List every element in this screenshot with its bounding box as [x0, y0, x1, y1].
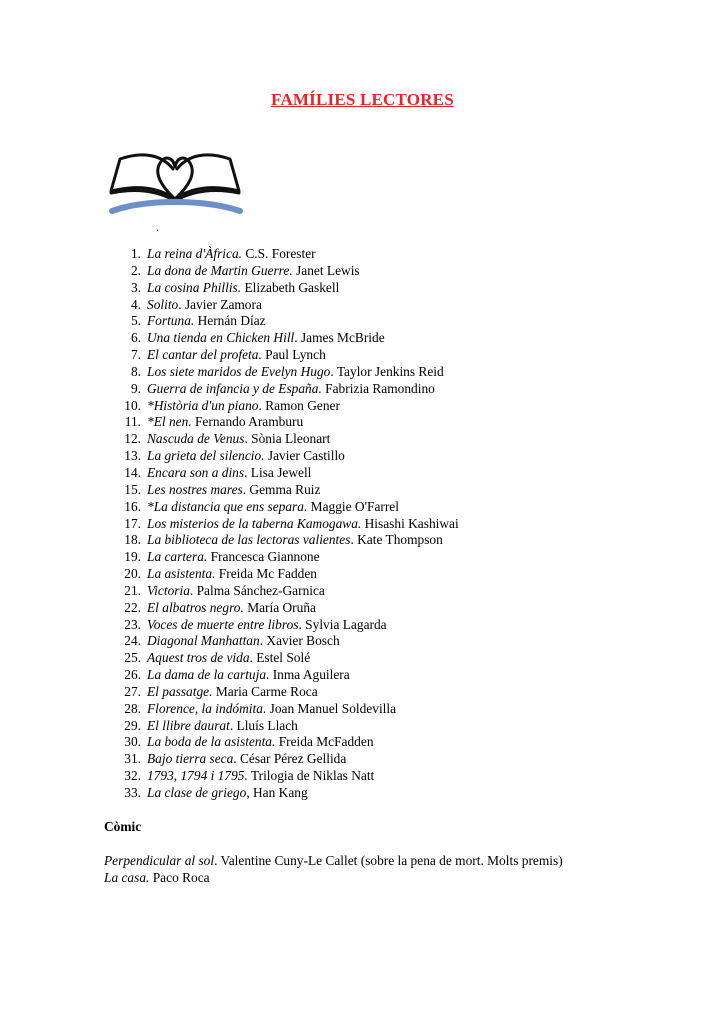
- item-number: 28.: [124, 700, 141, 716]
- book-title: *Història d'un piano: [147, 397, 259, 413]
- book-author: Hisashi Kashiwai: [361, 515, 459, 531]
- comic-item: [104, 869, 563, 886]
- list-item: [0, 718, 459, 735]
- book-author: Elizabeth Gaskell: [241, 279, 340, 295]
- comic-item: [104, 852, 563, 869]
- item-number: 21.: [124, 582, 141, 598]
- book-author: . Taylor Jenkins Reid: [330, 363, 444, 379]
- book-title: La grieta del silencio.: [147, 448, 265, 464]
- book-list: [0, 246, 459, 802]
- book-title: *El nen.: [147, 414, 192, 430]
- item-number: 1.: [130, 246, 141, 261]
- book-author: Fabrizia Ramondino: [321, 380, 435, 396]
- book-title: Bajo tierra seca: [147, 751, 234, 767]
- book-author: . Ramon Gener: [258, 397, 340, 413]
- book-title: Los misterios de la taberna Kamogawa.: [147, 515, 362, 531]
- list-item: [0, 313, 459, 330]
- book-author: . Lisa Jewell: [244, 464, 312, 480]
- item-number: 33.: [124, 785, 141, 800]
- book-author: . Lluís Llach: [229, 717, 298, 733]
- list-item: [0, 465, 459, 482]
- book-author: . Sylvia Lagarda: [298, 616, 387, 632]
- item-number: 16.: [124, 498, 141, 514]
- list-item: [0, 398, 459, 415]
- book-author: Francesca Giannone: [207, 549, 320, 565]
- book-title: Florence, la indómita: [147, 700, 263, 716]
- list-item: [0, 633, 459, 650]
- book-title: La cosina Phillis.: [147, 279, 242, 295]
- comic-title: La casa.: [104, 870, 150, 885]
- book-title: Aquest tros de vida: [147, 650, 250, 666]
- book-author: . Joan Manuel Soldevilla: [262, 700, 397, 716]
- book-author: . Gemma Ruiz: [242, 481, 321, 497]
- comic-author: . Valentine Cuny-Le Callet (sobre la pena de mort. Molts premis): [214, 853, 563, 868]
- list-item: [0, 532, 459, 549]
- item-number: 23.: [124, 616, 141, 632]
- list-item: [0, 482, 459, 499]
- book-author: Javier Castillo: [264, 448, 345, 464]
- book-title: Solito: [147, 296, 179, 312]
- book-title: Los siete maridos de Evelyn Hugo: [147, 363, 331, 379]
- book-author: Janet Lewis: [292, 262, 360, 278]
- item-number: 26.: [124, 667, 141, 683]
- book-author: Maggie O'Farrel: [307, 498, 399, 514]
- book-title: La biblioteca de las lectoras valientes: [147, 532, 351, 548]
- item-number: 2.: [130, 262, 141, 278]
- list-item: [0, 499, 459, 516]
- item-number: 31.: [124, 751, 141, 767]
- book-title: La dama de la cartuja: [147, 667, 267, 683]
- list-item: [0, 684, 459, 701]
- item-number: 12.: [124, 431, 141, 447]
- list-item: [0, 650, 459, 667]
- item-number: 15.: [124, 481, 141, 497]
- book-title: Voces de muerte entre libros: [147, 616, 299, 632]
- list-item: [0, 583, 459, 600]
- list-item: [0, 566, 459, 583]
- book-title: La boda de la asistenta.: [147, 734, 276, 750]
- list-item: [0, 516, 459, 533]
- list-item: [0, 600, 459, 617]
- book-author: . Sònia Lleonart: [244, 431, 331, 447]
- comic-author: Paco Roca: [149, 870, 210, 885]
- list-item: [0, 751, 459, 768]
- book-title: La clase de griego: [147, 785, 247, 800]
- list-item: [0, 768, 459, 785]
- book-title: Les nostres mares: [147, 481, 243, 497]
- item-number: 13.: [124, 448, 141, 464]
- list-item: [0, 414, 459, 431]
- comic-heading: Còmic: [104, 819, 142, 834]
- list-item: [0, 263, 459, 280]
- item-number: 17.: [124, 515, 141, 531]
- page-title: FAMÍLIES LECTORES: [271, 90, 454, 109]
- book-title: La cartera.: [147, 549, 208, 565]
- book-author: Maria Carme Roca: [212, 683, 318, 699]
- book-author: María Oruña: [243, 599, 316, 615]
- book-title: La asistenta.: [147, 566, 216, 582]
- book-title: Victoria: [147, 582, 190, 598]
- book-title: Una tienda en Chicken Hill: [147, 330, 295, 346]
- book-title: El llibre daurat: [147, 717, 230, 733]
- item-number: 20.: [124, 566, 141, 582]
- list-item: [0, 381, 459, 398]
- book-title: Fortuna.: [147, 313, 195, 329]
- book-author: Paul Lynch: [261, 347, 326, 363]
- book-author: . Estel Solé: [249, 650, 311, 666]
- item-number: 5.: [130, 313, 141, 329]
- book-author: . César Pérez Gellida: [233, 751, 347, 767]
- list-item: [0, 364, 459, 381]
- book-author: . Xavier Bosch: [259, 633, 340, 649]
- item-number: 10.: [124, 397, 141, 413]
- book-title: Diagonal Manhattan: [147, 633, 260, 649]
- item-number: 9.: [130, 380, 141, 396]
- book-title: El passatge.: [147, 683, 213, 699]
- item-number: 22.: [124, 599, 141, 615]
- item-number: 32.: [124, 768, 141, 784]
- book-author: , Han Kang: [246, 785, 308, 800]
- book-author: Freida McFadden: [275, 734, 374, 750]
- item-number: 6.: [130, 330, 141, 346]
- book-author: . Palma Sánchez-Garnica: [189, 582, 325, 598]
- item-number: 30.: [124, 734, 141, 750]
- book-title: La dona de Martin Guerre.: [147, 262, 293, 278]
- book-title: *La distancia que ens separa.: [147, 498, 308, 514]
- logo-dot: .: [156, 220, 159, 234]
- heart-book-icon: [106, 141, 244, 223]
- list-item: [0, 734, 459, 751]
- item-number: 19.: [124, 549, 141, 565]
- list-item: [0, 431, 459, 448]
- list-item: [0, 785, 459, 802]
- book-author: . Javier Zamora: [178, 296, 262, 312]
- book-title: La reina d'Àfrica.: [147, 246, 242, 261]
- item-number: 14.: [124, 464, 141, 480]
- item-number: 29.: [124, 717, 141, 733]
- list-item: [0, 549, 459, 566]
- list-item: [0, 280, 459, 297]
- item-number: 3.: [130, 279, 141, 295]
- book-author: . Inma Aguilera: [266, 667, 350, 683]
- book-author: . Kate Thompson: [350, 532, 443, 548]
- item-number: 18.: [124, 532, 141, 548]
- book-title: El cantar del profeta.: [147, 347, 262, 363]
- book-author: Hernán Díaz: [194, 313, 266, 329]
- list-item: [0, 667, 459, 684]
- item-number: 7.: [130, 347, 141, 363]
- item-number: 8.: [130, 363, 141, 379]
- book-title: El albatros negro.: [147, 599, 244, 615]
- book-author: . James McBride: [294, 330, 385, 346]
- book-author: Freida Mc Fadden: [215, 566, 317, 582]
- item-number: 11.: [124, 414, 141, 430]
- book-author: C.S. Forester: [241, 246, 316, 261]
- comic-list: [104, 852, 563, 886]
- book-author: Fernando Aramburu: [191, 414, 304, 430]
- list-item: [0, 701, 459, 718]
- book-title: Guerra de infancia y de España.: [147, 380, 322, 396]
- book-author: Trilogia de Niklas Natt: [247, 768, 375, 784]
- list-item: [0, 617, 459, 634]
- item-number: 4.: [130, 296, 141, 312]
- list-item: [0, 347, 459, 364]
- item-number: 24.: [124, 633, 141, 649]
- list-item: [0, 448, 459, 465]
- item-number: 27.: [124, 683, 141, 699]
- list-item: [0, 330, 459, 347]
- list-item: [0, 297, 459, 314]
- book-title: Encara son a dins: [147, 464, 245, 480]
- comic-title: Perpendicular al sol: [104, 853, 215, 868]
- book-title: Nascuda de Venus: [147, 431, 245, 447]
- item-number: 25.: [124, 650, 141, 666]
- book-title: 1793, 1794 i 1795.: [147, 768, 248, 784]
- list-item: [0, 246, 459, 263]
